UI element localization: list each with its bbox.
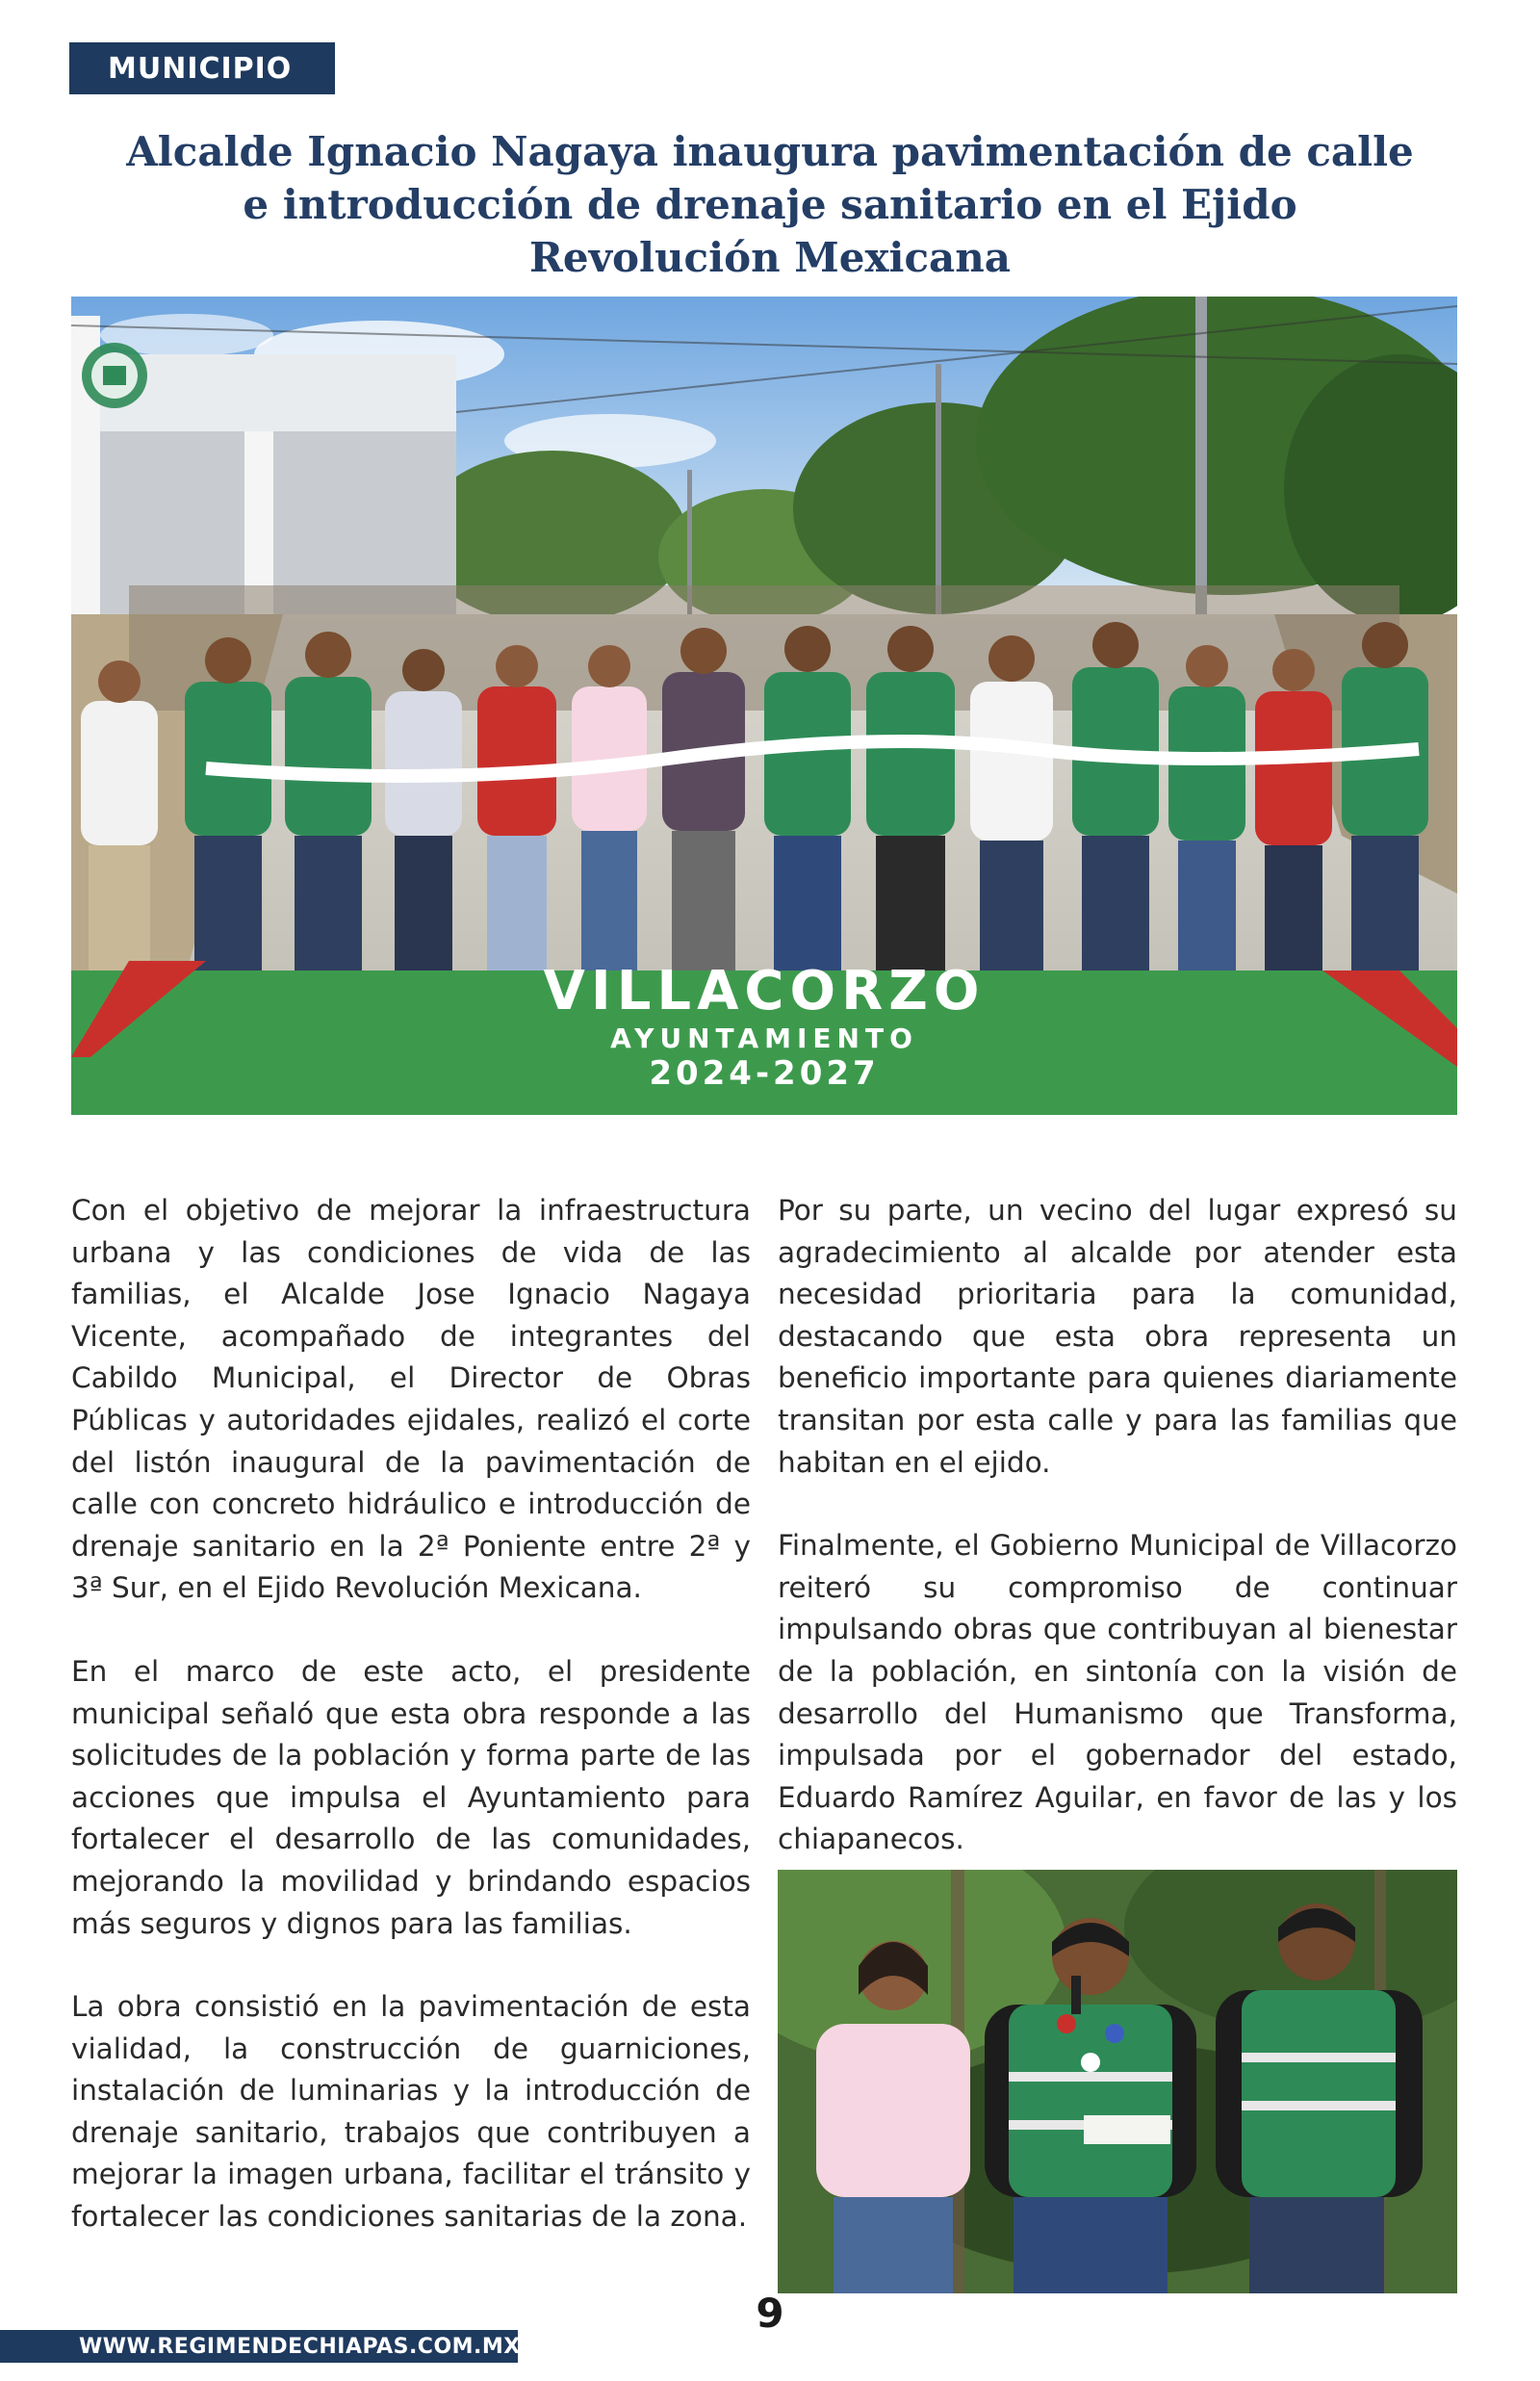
main-photo (71, 297, 1457, 1115)
section-tag (69, 42, 335, 94)
article-paragraph: Con el objetivo de mejorar la infraestructura urbana y las condiciones de vida de las familias, el Alcalde Jose Ignacio Nagaya Vicente, acompañado de integrantes del Cabildo Municipal, el Director de Obras Públicas y autoridades ejidales, realizó el corte del listón inaugural de la pavimentación de calle con concreto hidráulico e introducción de drenaje sanitario en la 2ª Poniente entre 2ª y 3ª Sur, en el Ejido Revolución Mexicana. (71, 1194, 751, 1605)
article-column-left (71, 1190, 751, 2280)
speakers-photo (778, 1870, 1457, 2293)
ground-subtext: AYUNTAMIENTO (610, 1022, 918, 1054)
article-paragraph: La obra consistió en la pavimentación de esta vialidad, la construcción de guarniciones, instalación de luminarias y la introducción de drenaje sanitario, trabajos que contribuyen a mejorar la imagen urbana, facilitar el tránsito y fortalecer las condiciones sanitarias de la zona. (71, 1990, 751, 2234)
article-title: Alcalde Ignacio Nagaya inaugura pavimentación de calle e introducción de drenaje sanitario en el Ejido Revolución Mexicana (126, 128, 1414, 281)
secondary-photo (778, 1870, 1457, 2293)
page-number: 9 (756, 2290, 784, 2337)
municipal-logo-icon (82, 343, 147, 408)
ground-years: 2024-2027 (649, 1054, 880, 1093)
footer-url[interactable] (0, 2330, 521, 2363)
section-tag-label: MUNICIPIO (108, 51, 293, 86)
footer-url-label: WWW.REGIMENDECHIAPAS.COM.MX (79, 2334, 521, 2359)
article-column-right (778, 1190, 1457, 1902)
article-paragraph: Por su parte, un vecino del lugar expresó su agradecimiento al alcalde por atender esta necesidad prioritaria para la comunidad, destacando que esta obra representa un beneficio importante para quienes diariamente transitan por esta calle y para las familias que habitan en el ejido. (778, 1194, 1457, 1479)
ground-brand-text: VILLACORZO (543, 960, 986, 1022)
ribbon-cutting-photo (71, 297, 1457, 1115)
article-paragraph: Finalmente, el Gobierno Municipal de Villacorzo reiteró su compromiso de continuar impulsando obras que contribuyan al bienestar de la población, en sintonía con la visión de desarrollo del Humanismo que Transforma, impulsada por el gobernador del estado, Eduardo Ramírez Aguilar, en favor de las y los chiapanecos. (778, 1529, 1457, 1856)
article-paragraph: En el marco de este acto, el presidente municipal señaló que esta obra responde a las solicitudes de la población y forma parte de las acciones que impulsa el Ayuntamiento para fortalecer el desarrollo de las comunidades, mejorando la movilidad y brindando espacios más seguros y dignos para las familias. (71, 1654, 751, 1940)
